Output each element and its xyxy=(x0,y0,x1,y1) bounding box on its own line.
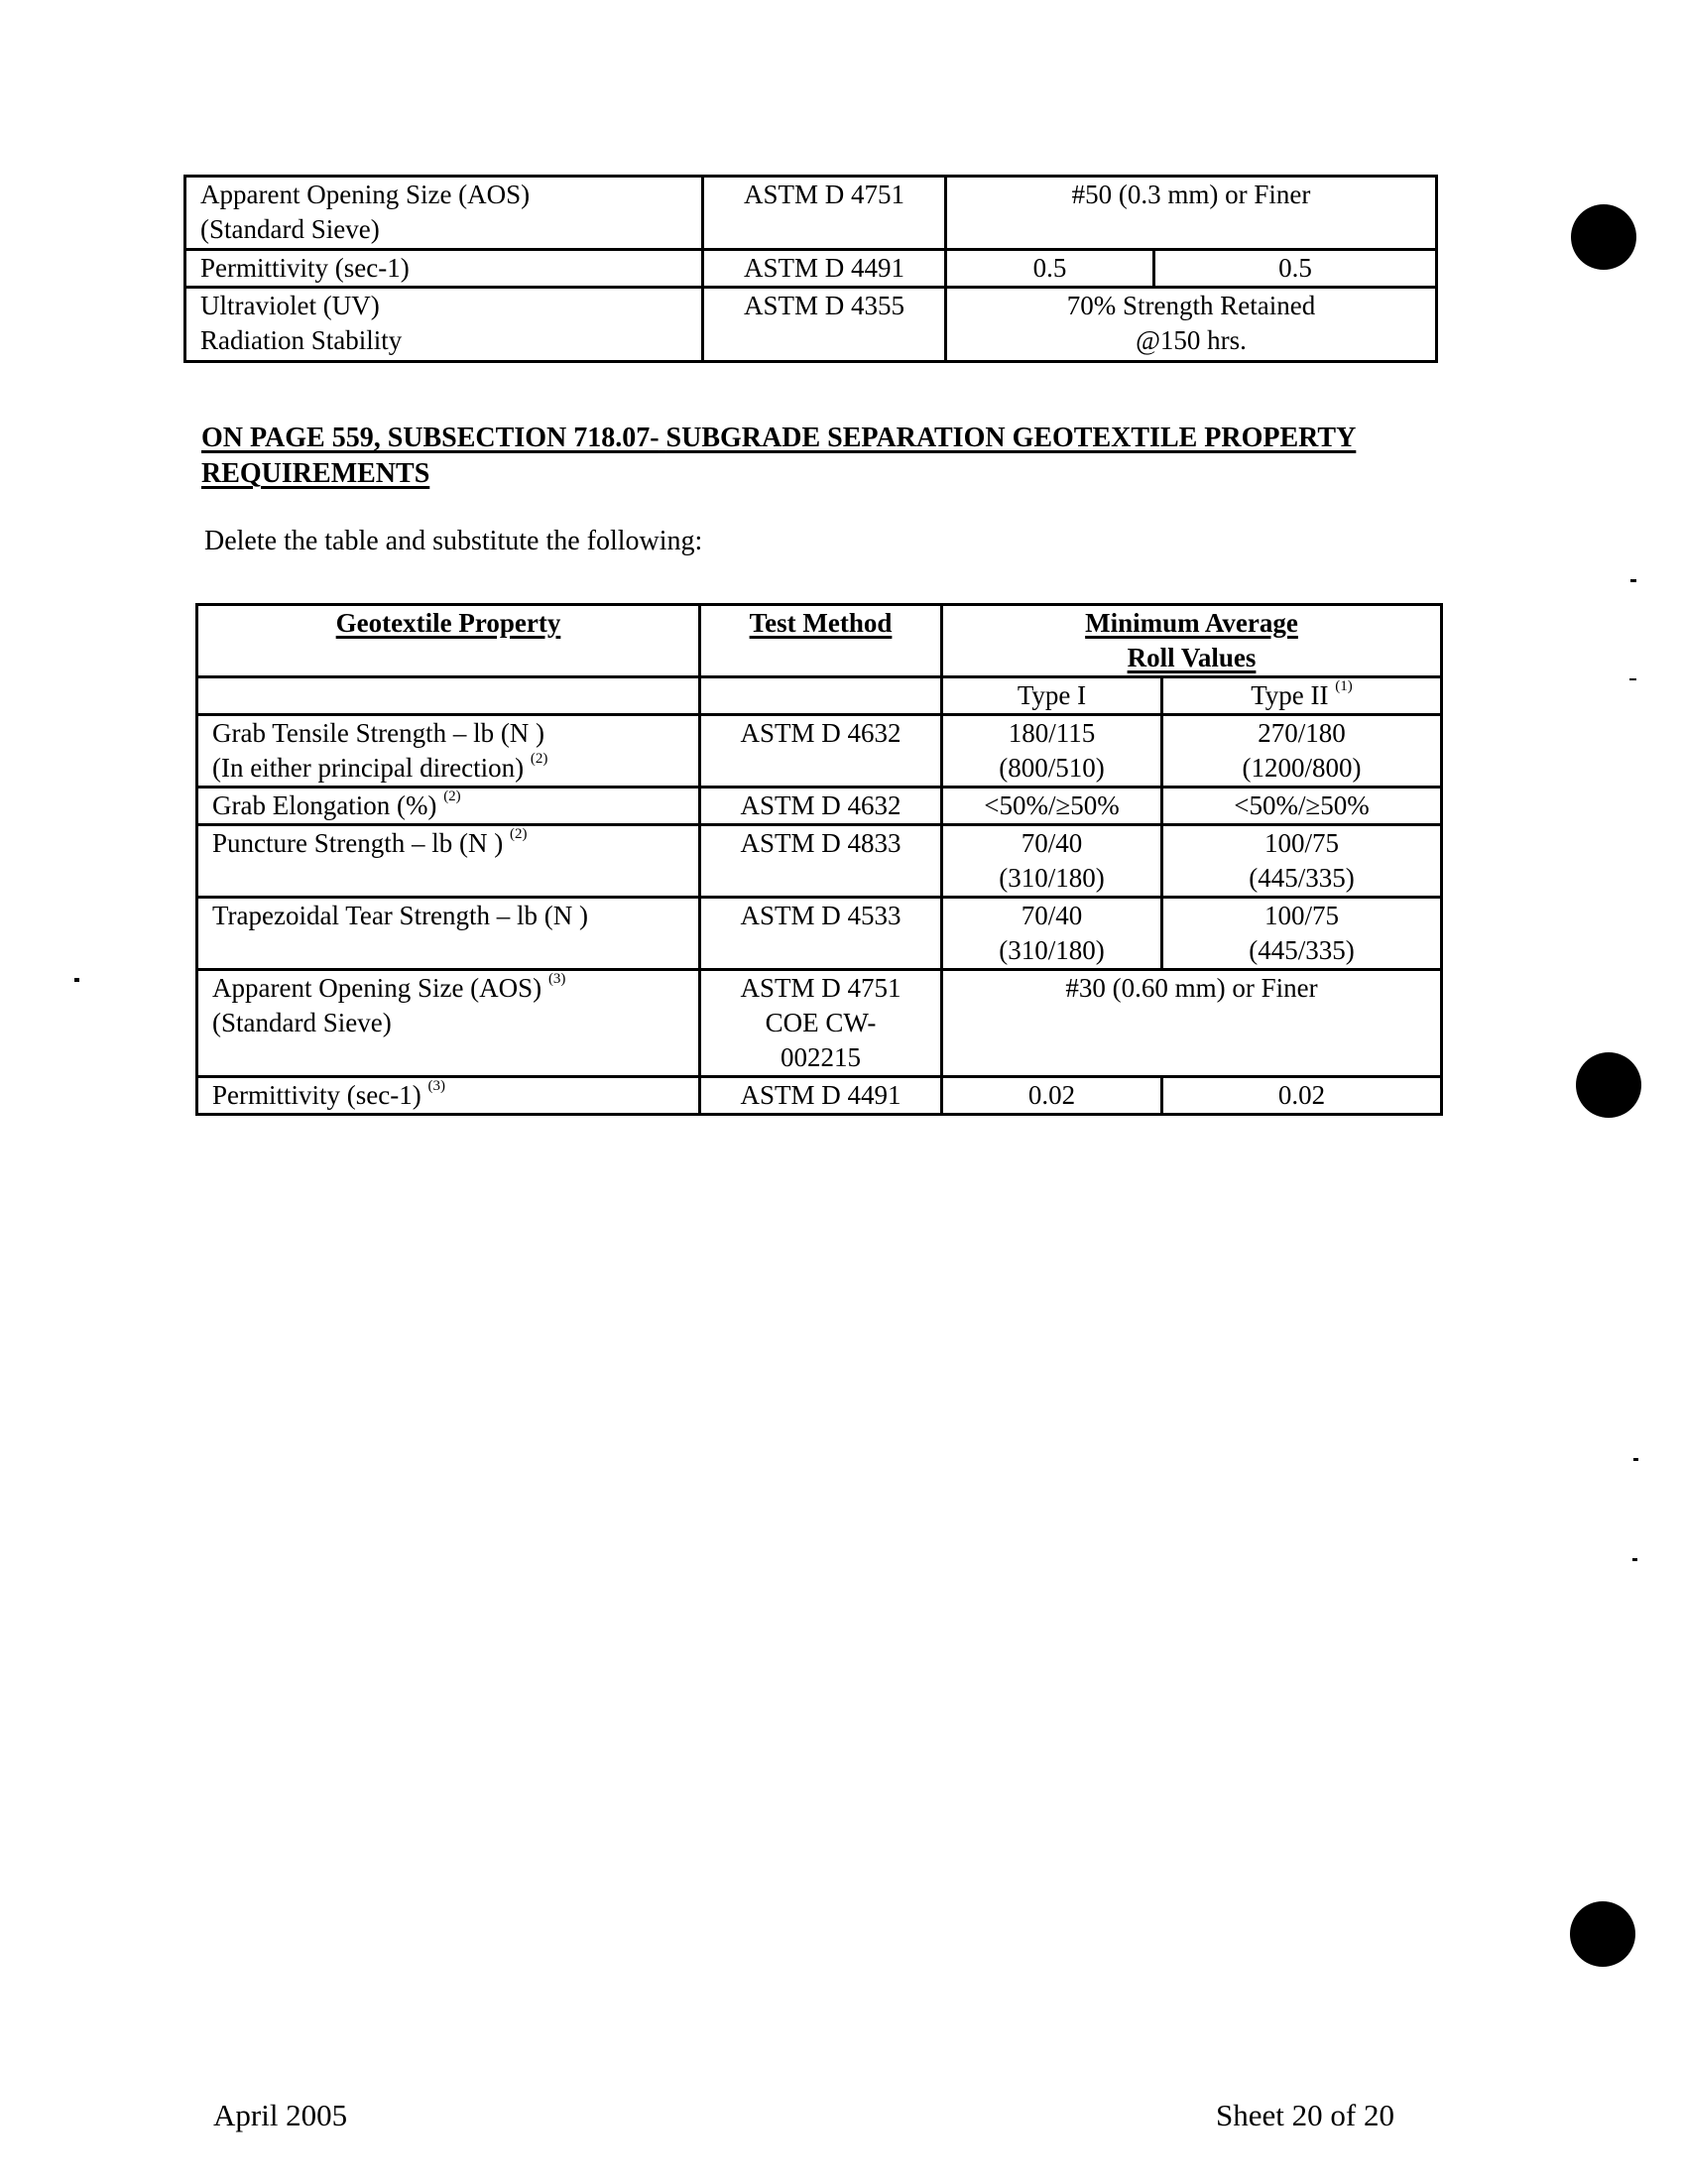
property-cell xyxy=(197,970,700,1077)
method-cell: ASTM D 4632 xyxy=(700,788,942,825)
method-cell: ASTM D 4632 xyxy=(700,715,942,788)
header-label: Type II xyxy=(1251,680,1329,710)
subheader-row xyxy=(197,677,1442,715)
table-row xyxy=(185,177,1437,250)
method-cell: ASTM D 4533 xyxy=(700,898,942,970)
property-label: Ultraviolet (UV) xyxy=(200,291,380,320)
property-cell xyxy=(197,825,700,898)
type2-value-cell xyxy=(1162,715,1442,788)
property-label: Puncture Strength – lb (N ) xyxy=(212,828,504,858)
binder-hole-icon xyxy=(1570,1901,1635,1967)
method-line: COE CW- xyxy=(765,1008,877,1037)
value-line: (800/510) xyxy=(999,753,1105,783)
table-row xyxy=(185,288,1437,362)
type1-value-cell xyxy=(942,715,1162,788)
type2-value-cell: <50%/≥50% xyxy=(1162,788,1442,825)
heading-reference: ON PAGE 559, SUBSECTION 718.07- xyxy=(201,423,660,453)
footnote-ref: (2) xyxy=(509,826,528,842)
scan-speck xyxy=(1630,579,1636,582)
method-line: 002215 xyxy=(781,1042,861,1072)
property-label: Apparent Opening Size (AOS) xyxy=(212,973,542,1003)
property-label: Radiation Stability xyxy=(200,325,403,355)
table-row xyxy=(197,788,1442,825)
value-cell: #30 (0.60 mm) or Finer xyxy=(942,970,1442,1077)
method-cell: ASTM D 4355 xyxy=(703,288,946,362)
header-label: Roll Values xyxy=(1127,643,1257,672)
footer-sheet-number: Sheet 20 of 20 xyxy=(1216,2098,1394,2132)
type1-value-cell: 0.02 xyxy=(942,1077,1162,1115)
method-cell: ASTM D 4751 xyxy=(703,177,946,250)
header-type1: Type I xyxy=(942,677,1162,715)
value-line: @150 hrs. xyxy=(1136,325,1247,355)
footnote-ref: (3) xyxy=(427,1078,445,1094)
binder-hole-icon xyxy=(1571,204,1636,270)
property-cell xyxy=(197,898,700,970)
value-line: (445/335) xyxy=(1249,935,1355,965)
property-label: Apparent Opening Size (AOS) xyxy=(200,180,531,209)
property-cell xyxy=(185,177,703,250)
type2-value-cell: 0.5 xyxy=(1154,250,1437,288)
table-row xyxy=(197,1077,1442,1115)
type2-value-cell: 0.02 xyxy=(1162,1077,1442,1115)
value-line: (310/180) xyxy=(999,935,1105,965)
table-row xyxy=(197,970,1442,1077)
footnote-ref: (3) xyxy=(547,971,566,987)
header-label: Minimum Average xyxy=(1085,608,1298,638)
value-line: 100/75 xyxy=(1263,901,1339,930)
footer-date: April 2005 xyxy=(213,2098,348,2132)
value-line: 100/75 xyxy=(1263,828,1339,858)
method-cell: ASTM D 4491 xyxy=(700,1077,942,1115)
method-line: ASTM D 4751 xyxy=(740,973,902,1003)
method-cell: ASTM D 4491 xyxy=(703,250,946,288)
heading-title: SUBGRADE SEPARATION GEOTEXTILE PROPERTY xyxy=(665,423,1357,453)
scan-speck xyxy=(1629,678,1636,680)
header-type2 xyxy=(1162,677,1442,715)
property-cell xyxy=(197,715,700,788)
value-cell xyxy=(946,288,1437,362)
scan-speck xyxy=(1632,1558,1637,1561)
property-label: Permittivity (sec-1) xyxy=(200,253,410,283)
type2-value-cell xyxy=(1162,825,1442,898)
section-heading xyxy=(201,421,1491,492)
method-cell xyxy=(700,970,942,1077)
footnote-ref: (2) xyxy=(530,751,548,767)
type2-value-cell xyxy=(1162,898,1442,970)
heading-title-cont: REQUIREMENTS xyxy=(201,458,430,489)
header-row xyxy=(197,605,1442,677)
header-values xyxy=(942,605,1442,677)
header-property xyxy=(197,605,700,677)
property-label: (Standard Sieve) xyxy=(212,1008,392,1037)
value-line: (310/180) xyxy=(999,863,1105,893)
footnote-ref: (2) xyxy=(443,789,461,804)
scan-speck xyxy=(74,978,79,982)
value-line: 70% Strength Retained xyxy=(1066,291,1316,320)
property-label: Trapezoidal Tear Strength – lb (N ) xyxy=(212,901,589,930)
scan-speck xyxy=(1633,1458,1638,1461)
value-line: 270/180 xyxy=(1258,718,1346,748)
value-line: (445/335) xyxy=(1249,863,1355,893)
type1-value-cell xyxy=(942,898,1162,970)
property-label: (In either principal direction) xyxy=(212,753,525,783)
footnote-ref: (1) xyxy=(1335,678,1353,694)
type1-value-cell: 0.5 xyxy=(946,250,1154,288)
property-cell xyxy=(197,788,700,825)
continued-property-table xyxy=(183,175,1438,363)
value-line: 70/40 xyxy=(1021,828,1083,858)
table-row xyxy=(197,825,1442,898)
table-row xyxy=(185,250,1437,288)
value-cell: #50 (0.3 mm) or Finer xyxy=(946,177,1437,250)
property-cell xyxy=(185,250,703,288)
property-cell xyxy=(185,288,703,362)
property-cell xyxy=(197,1077,700,1115)
value-line: 70/40 xyxy=(1021,901,1083,930)
value-line: (1200/800) xyxy=(1242,753,1362,783)
table-row xyxy=(197,715,1442,788)
type1-value-cell: <50%/≥50% xyxy=(942,788,1162,825)
header-method xyxy=(700,605,942,677)
binder-hole-icon xyxy=(1576,1052,1641,1118)
value-line: 180/115 xyxy=(1008,718,1096,748)
instruction-text: Delete the table and substitute the following: xyxy=(204,526,703,556)
type1-value-cell xyxy=(942,825,1162,898)
property-label: (Standard Sieve) xyxy=(200,214,380,244)
empty-cell xyxy=(700,677,942,715)
empty-cell xyxy=(197,677,700,715)
header-label: Test Method xyxy=(749,608,893,638)
property-label: Grab Elongation (%) xyxy=(212,790,437,820)
table-row xyxy=(197,898,1442,970)
method-cell: ASTM D 4833 xyxy=(700,825,942,898)
header-label: Geotextile Property xyxy=(335,608,561,638)
property-label: Permittivity (sec-1) xyxy=(212,1080,421,1110)
geotextile-property-table xyxy=(195,603,1443,1116)
property-label: Grab Tensile Strength – lb (N ) xyxy=(212,718,545,748)
